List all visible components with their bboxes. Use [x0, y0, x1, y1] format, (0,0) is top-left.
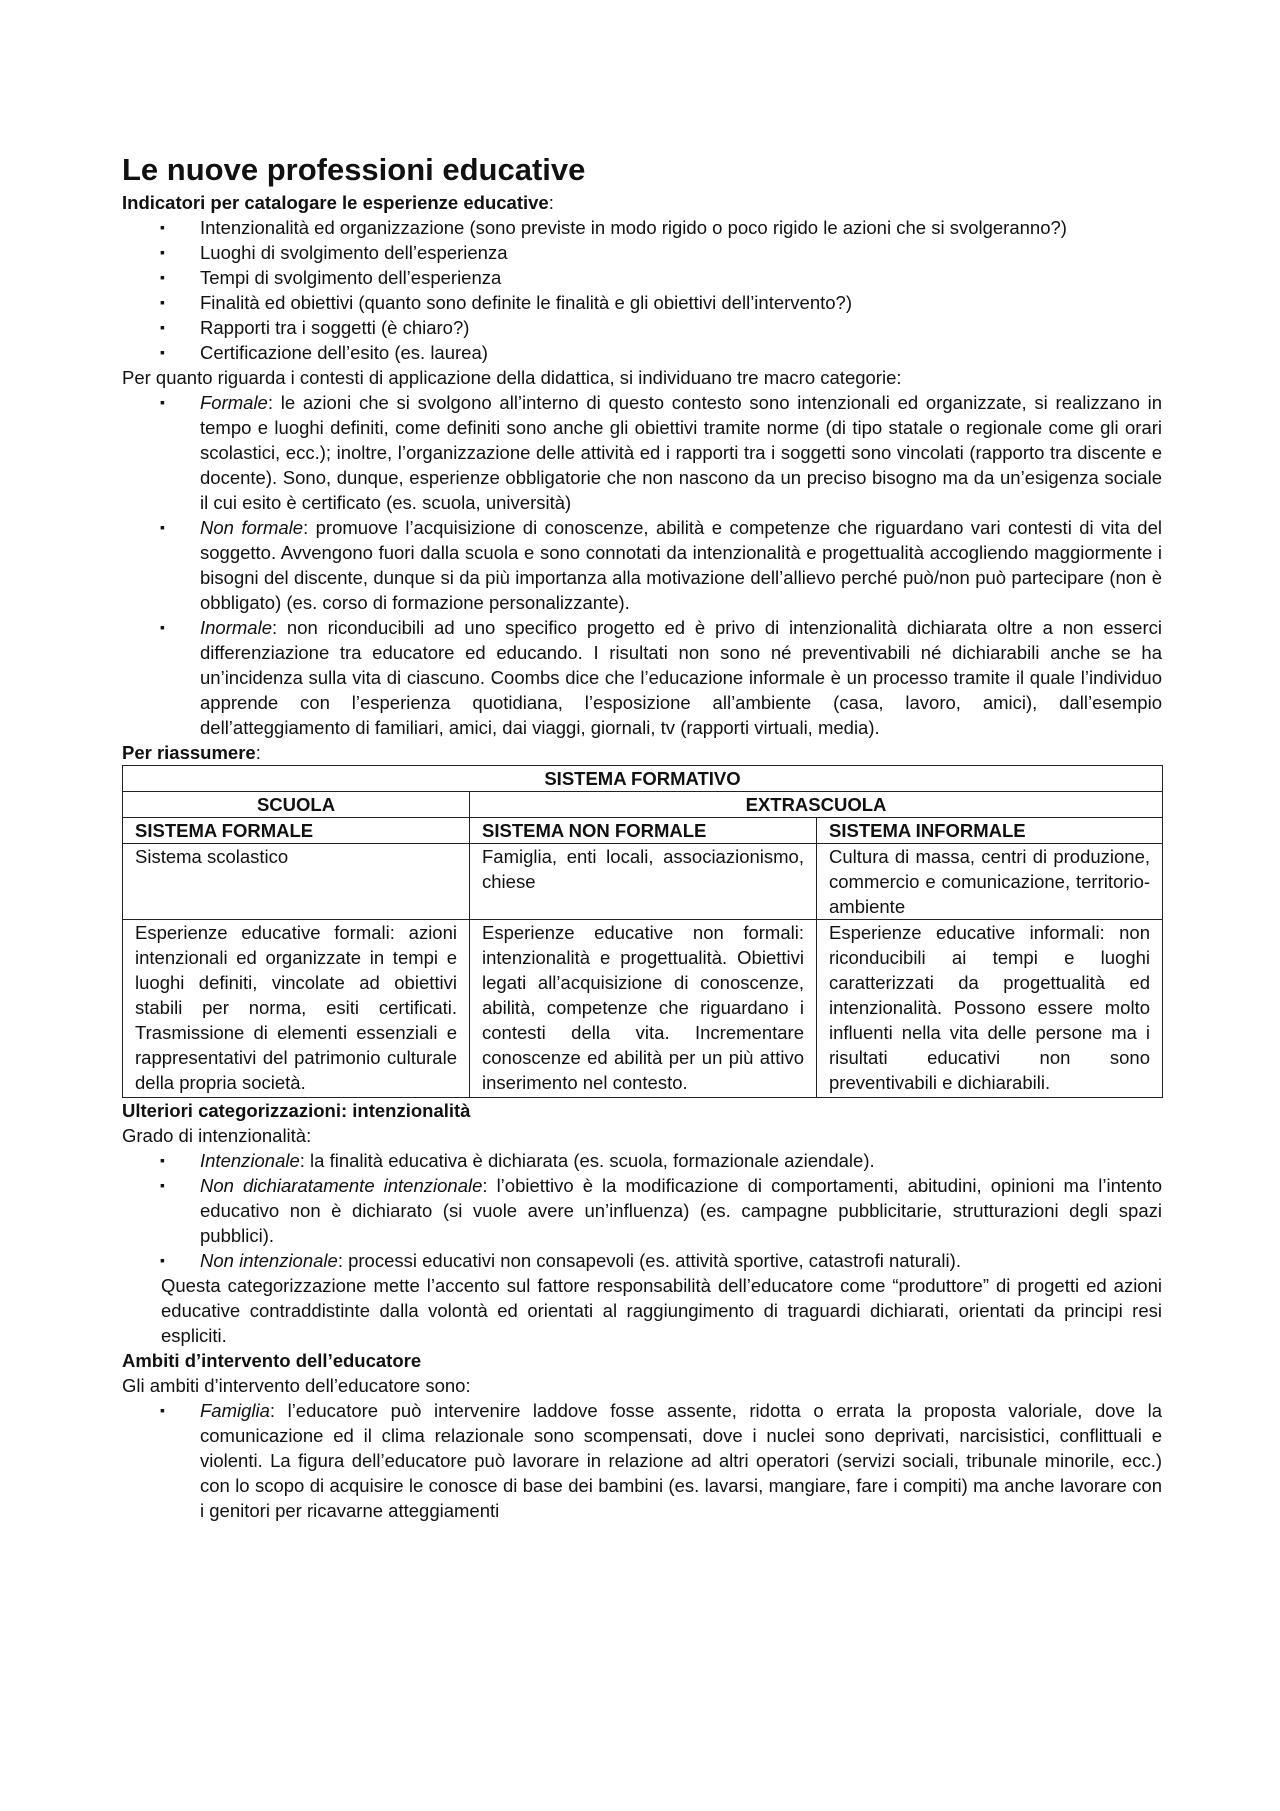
document-page	[122, 150, 1162, 1523]
list-item	[122, 515, 1162, 615]
definition: : processi educativi non consapevoli (es. attività sportive, catastrofi naturali).	[337, 1250, 961, 1271]
page-title: Le nuove professioni educative	[122, 152, 586, 187]
scope-heading: Ambiti d’intervento dell’educatore	[122, 1350, 422, 1371]
intentionality-list	[122, 1148, 1162, 1273]
definition: : le azioni che si svolgono all’interno di questo contesto sono intenzionali ed organizzate, si realizzano in tempo e luoghi definiti, come definiti sono anche gli obiettivi tramite norme (di tipo statale o regionale come gli orari scolastici, ecc.); inoltre, l’organizzazione delle attività ed i rapporti tra i soggetti sono vincolati (rapporto tra discente e docente). Sono, dunque, esperienze obbligatorie che non nascono da un preciso bisogno ma da un’esigenza sociale il cui esito è certificato (es. scuola, università)	[200, 392, 1162, 513]
table-cell: Famiglia, enti locali, associazionismo, chiese	[470, 844, 817, 920]
term: Formale	[200, 392, 268, 413]
table-caption: SISTEMA FORMATIVO	[123, 766, 1163, 792]
group-left-header: SCUOLA	[123, 792, 470, 818]
table-cell: Cultura di massa, centri di produzione, commercio e comunicazione, territorio-ambiente	[817, 844, 1163, 920]
intentionality-heading: Ulteriori categorizzazioni: intenzionalità	[122, 1100, 471, 1121]
summary-heading: Per riassumere	[122, 742, 256, 763]
list-item: ▪ Intenzionalità ed organizzazione (sono previste in modo rigido o poco rigido le azioni che si svolgeranno?)	[122, 215, 1162, 240]
list-item	[122, 1398, 1162, 1523]
list-item: ▪ Luoghi di svolgimento dell’esperienza	[122, 240, 1162, 265]
list-item: ▪ Certificazione dell’esito (es. laurea)	[122, 340, 1162, 365]
table-row	[123, 844, 1163, 920]
table-cell: Sistema scolastico	[123, 844, 470, 920]
table-cell: Esperienze educative formali: azioni intenzionali ed organizzate in tempi e luoghi definiti, vincolate ad obiettivi stabili per norma, esiti certificati. Trasmissione di elementi essenziali e rappresentativi del patrimonio culturale della propria società.	[123, 920, 470, 1098]
group-right-header: EXTRASCUOLA	[470, 792, 1163, 818]
contexts-intro: Per quanto riguarda i contesti di applicazione della didattica, si individuano tre macro categorie:	[122, 367, 902, 388]
intentionality-intro: Grado di intenzionalità:	[122, 1125, 312, 1146]
indicators-heading-line: Indicatori per catalogare le esperienze educative:	[122, 192, 554, 213]
list-item	[122, 1173, 1162, 1248]
list-item: ▪ Rapporti tra i soggetti (è chiaro?)	[122, 315, 1162, 340]
definition: : l’educatore può intervenire laddove fosse assente, ridotta o errata la proposta valoriale, dove la comunicazione ed il clima relazionale sono scompensati, dove i nuclei sono deprivati, narcisistici, conflittuali e violenti. La figura dell’educatore può lavorare in relazione ad altri operatori (servizi sociali, tribunale minorile, ecc.) con lo scopo di acquisire le conosce di base dei bambini (es. lavarsi, mangiare, fare i compiti) ma anche lavorare con i genitori per ricavarne atteggiamenti	[200, 1400, 1162, 1521]
term: Non formale	[200, 517, 304, 538]
table-row	[123, 920, 1163, 1098]
term: Non intenzionale	[200, 1250, 338, 1271]
definition: : non riconducibili ad uno specifico progetto ed è privo di intenzionalità dichiarata oltre a non esserci differenziazione tra educatore ed educando. I risultati non sono né preventivabili né dichiarabili anche se ha un’incidenza sulla vita di ciascuno. Coombs dice che l’educazione informale è un processo tramite il quale l’individuo apprende con l’esperienza quotidiana, l’esposizione all’ambiente (casa, lavoro, amici), dall’esempio dell’atteggiamento di familiari, amici, dai viaggi, giornali, tv (rapporti virtuali, media).	[200, 617, 1162, 738]
list-item	[122, 615, 1162, 740]
list-item: ▪ Tempi di svolgimento dell’esperienza	[122, 265, 1162, 290]
column-header: SISTEMA INFORMALE	[817, 818, 1163, 844]
definition: : la finalità educativa è dichiarata (es. scuola, formazionale aziendale).	[299, 1150, 875, 1171]
term: Non dichiaratamente intenzionale	[200, 1175, 483, 1196]
scope-intro: Gli ambiti d’intervento dell’educatore sono:	[122, 1375, 471, 1396]
definition: : l’obiettivo è la modificazione di comportamenti, abitudini, opinioni ma l’intento educativo non è dichiarato (si vuole avere un’influenza) (es. campagne pubblicitarie, strutturazioni degli spazi pubblici).	[200, 1175, 1163, 1246]
column-header: SISTEMA NON FORMALE	[470, 818, 817, 844]
contexts-list	[122, 390, 1162, 740]
table-cell: Esperienze educative non formali: intenzionalità e progettualità. Obiettivi legati all’acquisizione di conoscenze, abilità, competenze che riguardano i contesti della vita. Incrementare conoscenze ed abilità per un più attivo inserimento nel contesto.	[470, 920, 817, 1098]
definition: : promuove l’acquisizione di conoscenze, abilità e competenze che riguardano vari contesti di vita del soggetto. Avvengono fuori dalla scuola e sono connotati da intenzionalità e progettualità accogliendo maggiormente i bisogni del discente, dunque si da più importanza alla motivazione dell’allievo perché può/non può partecipare (non è obbligato) (es. corso di formazione personalizzante).	[200, 517, 1162, 613]
list-item: ▪ Finalità ed obiettivi (quanto sono definite le finalità e gli obiettivi dell’intervento?)	[122, 290, 1162, 315]
summary-table	[122, 765, 1163, 1098]
table-cell: Esperienze educative informali: non riconducibili ai tempi e luoghi caratterizzati da progettualità ed intenzionalità. Possono essere molto influenti nella vita delle persone ma i risultati educativi non sono preventivabili e dichiarabili.	[817, 920, 1163, 1098]
term: Inormale	[200, 617, 272, 638]
list-item	[122, 390, 1162, 515]
summary-heading-line: Per riassumere:	[122, 742, 261, 763]
indicators-list	[122, 215, 1162, 365]
list-item	[122, 1248, 1162, 1273]
list-item	[122, 1148, 1162, 1173]
indicators-heading: Indicatori per catalogare le esperienze educative	[122, 192, 549, 213]
scope-list	[122, 1398, 1162, 1523]
column-header: SISTEMA FORMALE	[123, 818, 470, 844]
term: Famiglia	[200, 1400, 270, 1421]
term: Intenzionale	[200, 1150, 300, 1171]
intentionality-note: Questa categorizzazione mette l’accento sul fattore responsabilità dell’educatore come “produttore” di progetti ed azioni educative contraddistinte dalla volontà ed orientati al raggiungimento di traguardi dichiarati, orientati da principi resi espliciti.	[161, 1275, 1162, 1346]
